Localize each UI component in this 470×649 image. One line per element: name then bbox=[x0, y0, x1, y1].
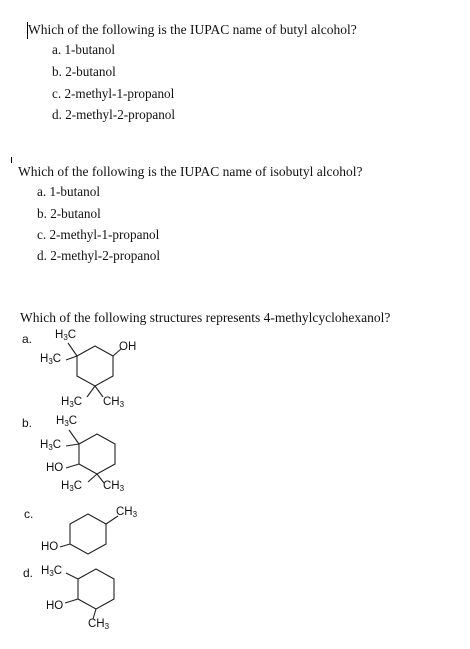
question-1-text: Which of the following is the IUPAC name of butyl alcohol? bbox=[28, 22, 357, 37]
structure-a-h3c-bottom-left: $H_3C$ bbox=[61, 396, 83, 409]
structure-d-label[interactable]: d. bbox=[23, 566, 34, 580]
structure-d-h3c-top: $H_3C$ bbox=[41, 565, 63, 578]
question-1-option-c[interactable]: c. 2-methyl-1-propanol bbox=[52, 86, 175, 101]
question-1-option-a[interactable]: a. 1-butanol bbox=[52, 42, 115, 57]
structure-a-h3c-left: $H_3C$ bbox=[40, 353, 62, 366]
structure-a-oh: OH bbox=[119, 341, 137, 353]
question-1-option-d[interactable]: d. 2-methyl-2-propanol bbox=[52, 107, 176, 122]
question-2-text: Which of the following is the IUPAC name of isobutyl alcohol? bbox=[18, 164, 363, 179]
question-2-option-c[interactable]: c. 2-methyl-1-propanol bbox=[37, 227, 160, 242]
structure-b-h3c-bottom-left: $H_3C$ bbox=[61, 480, 83, 493]
question-2-option-a[interactable]: a. 1-butanol bbox=[37, 184, 100, 199]
structure-c-ch3: $CH_3$ bbox=[116, 506, 138, 519]
structure-d-ho: HO bbox=[46, 600, 64, 612]
structure-b-ch3-bottom-right: $CH_3$ bbox=[103, 480, 125, 493]
structure-c-label[interactable]: c. bbox=[24, 507, 34, 521]
question-2-option-d[interactable]: d. 2-methyl-2-propanol bbox=[37, 248, 161, 263]
structure-b-h3c-left: $H_3C$ bbox=[40, 439, 62, 452]
structure-b-ho: HO bbox=[46, 462, 64, 474]
question-2-option-b[interactable]: b. 2-butanol bbox=[37, 206, 101, 221]
structure-c-ho: HO bbox=[41, 541, 59, 553]
structure-b-label[interactable]: b. bbox=[22, 416, 33, 430]
structure-d-ch3-bottom: $CH_3$ bbox=[88, 618, 110, 631]
structure-a-ch3-bottom-right: $CH_3$ bbox=[103, 396, 125, 409]
structure-a-label[interactable]: a. bbox=[22, 332, 33, 346]
structure-a-h3c-top: $H_3C$ bbox=[55, 329, 77, 342]
question-3-text: Which of the following structures represents 4-methylcyclohexanol? bbox=[20, 310, 391, 325]
structure-b-h3c-top: $H_3C$ bbox=[56, 415, 78, 428]
question-1-option-b[interactable]: b. 2-butanol bbox=[52, 64, 116, 79]
